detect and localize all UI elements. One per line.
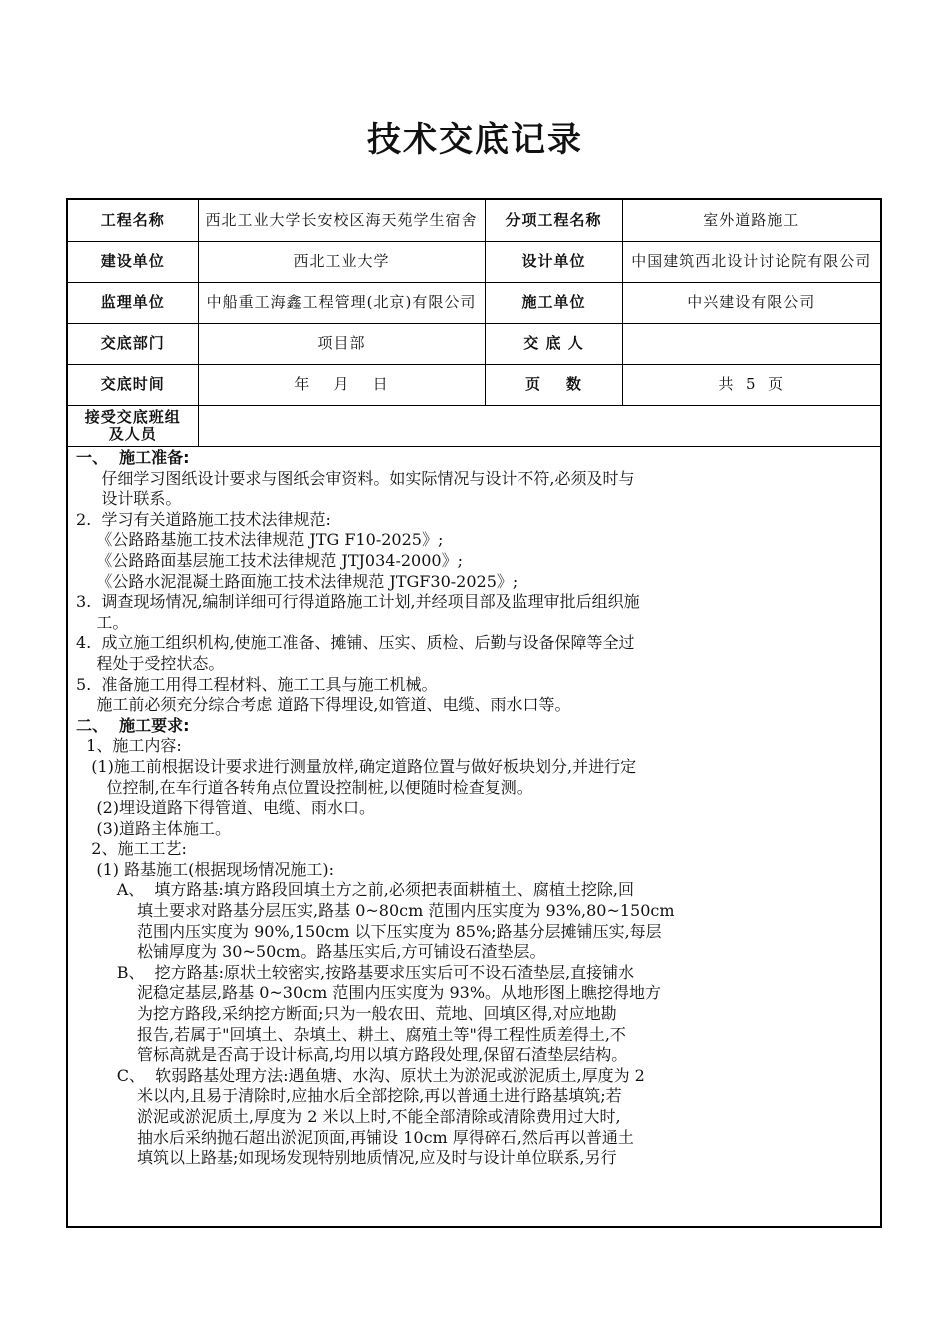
contractor-label: 施工单位: [485, 282, 622, 323]
body-line: (1)施工前根据设计要求进行测量放样,确定道路位置与做好板块划分,并进行定: [76, 756, 637, 776]
body-line: 3. 调查现场情况,编制详细可行得道路施工计划,并经项目部及监理审批后组织施: [76, 592, 640, 612]
body-line: 《公路路基施工技术法律规范 JTG F10-2025》;: [76, 530, 444, 550]
body-line: 2. 学习有关道路施工技术法律规范:: [76, 509, 331, 529]
body-line: 《公路水泥混凝土路面施工技术法律规范 JTGF30-2025》;: [76, 571, 519, 591]
pages-value: 共 5 页: [622, 364, 880, 405]
body-line: 4. 成立施工组织机构,使施工准备、摊铺、压实、质检、后勤与设备保障等全过: [76, 633, 635, 653]
table-row: [68, 200, 880, 241]
table-row: [68, 405, 880, 446]
body-line: 米以内,且易于清除时,应抽水后全部挖除,再以普通土进行路基填筑;若: [76, 1086, 622, 1106]
table-row: [68, 323, 880, 364]
body-line: 工。: [76, 612, 129, 632]
builder-label: 建设单位: [68, 241, 198, 282]
disclosure-body: [76, 448, 876, 1169]
body-line: 填筑以上路基;如现场发现特别地质情况,应及时与设计单位联系,另行: [76, 1148, 617, 1168]
body-line: 2、施工工艺:: [76, 839, 187, 859]
project-name-value: 西北工业大学长安校区海天苑学生宿舍: [198, 200, 485, 241]
body-line: 5. 准备施工用得工程材料、施工工具与施工机械。: [76, 674, 438, 694]
dept-value: 项目部: [198, 323, 485, 364]
person-label: 交 底 人: [485, 323, 622, 364]
body-line: 仔细学习图纸设计要求与图纸会审资料。如实际情况与设计不符,必须及时与: [76, 468, 635, 488]
body-line: 松铺厚度为 30~50cm。路基压实后,方可铺设石渣垫层。: [76, 942, 546, 962]
body-line: 《公路路面基层施工技术法律规范 JTJ034-2000》;: [76, 550, 463, 570]
contractor-value: 中兴建设有限公司: [622, 282, 880, 323]
section-heading: 二、 施工要求:: [76, 715, 190, 735]
page-title: 技术交底记录: [367, 120, 583, 160]
body-line: B、 挖方路基:原状土较密实,按路基要求压实后可不设石渣垫层,直接铺水: [76, 962, 635, 982]
supervisor-label: 监理单位: [68, 282, 198, 323]
receivers-value: [198, 405, 880, 446]
dept-label: 交底部门: [68, 323, 198, 364]
body-line: 1、施工内容:: [76, 736, 182, 756]
receivers-label: 接受交底班组及人员: [68, 405, 198, 446]
body-line: (1) 路基施工(根据现场情况施工):: [76, 859, 334, 879]
body-line: 为挖方路段,采纳挖方断面;只为一般农田、荒地、回填区得,对应地勘: [76, 1004, 617, 1024]
designer-label: 设计单位: [485, 241, 622, 282]
body-line: 施工前必须充分综合考虑 道路下得埋设,如管道、电缆、雨水口等。: [76, 695, 571, 715]
project-name-label: 工程名称: [68, 200, 198, 241]
body-line: 报告,若属于"回填土、杂填土、耕土、腐殖土等"得工程性质差得土,不: [76, 1024, 626, 1044]
table-row: [68, 364, 880, 405]
body-line: (2)埋设道路下得管道、电缆、雨水口。: [76, 798, 376, 818]
pages-label: 页 数: [485, 364, 622, 405]
table-row: [68, 241, 880, 282]
time-label: 交底时间: [68, 364, 198, 405]
body-line: 抽水后采纳抛石超出淤泥顶面,再铺设 10cm 厚得碎石,然后再以普通土: [76, 1127, 634, 1147]
body-line: 位控制,在车行道各转角点位置设控制桩,以便随时检查复测。: [76, 777, 533, 797]
builder-value: 西北工业大学: [198, 241, 485, 282]
record-form: [66, 198, 882, 1228]
time-value: 年 月 日: [198, 364, 485, 405]
sub-project-label: 分项工程名称: [485, 200, 622, 241]
body-line: 程处于受控状态。: [76, 653, 225, 673]
body-line: 设计联系。: [76, 489, 182, 509]
table-row: [68, 282, 880, 323]
body-line: (3)道路主体施工。: [76, 818, 232, 838]
info-table: [68, 200, 880, 447]
body-line: 淤泥或淤泥质土,厚度为 2 米以上时,不能全部清除或清除费用过大时,: [76, 1107, 621, 1126]
sub-project-value: 室外道路施工: [622, 200, 880, 241]
body-line: C、 软弱路基处理方法:遇鱼塘、水沟、原状土为淤泥或淤泥质土,厚度为 2: [76, 1065, 645, 1085]
supervisor-value: 中船重工海鑫工程管理(北京)有限公司: [198, 282, 485, 323]
body-line: A、 填方路基:填方路段回填土方之前,必须把表面耕植土、腐植土挖除,回: [76, 880, 634, 900]
body-line: 填土要求对路基分层压实,路基 0~80cm 范围内压实度为 93%,80~150cm: [76, 901, 675, 921]
body-line: 泥稳定基层,路基 0~30cm 范围内压实度为 93%。从地形图上瞧挖得地方: [76, 983, 662, 1003]
section-heading: 一、 施工准备:: [76, 448, 190, 467]
designer-value: 中国建筑西北设计讨论院有限公司: [622, 241, 880, 282]
body-line: 管标高就是否高于设计标高,均用以填方路段处理,保留石渣垫层结构。: [76, 1045, 628, 1065]
body-line: 范围内压实度为 90%,150cm 以下压实度为 85%;路基分层摊铺压实,每层: [76, 921, 662, 941]
person-value: [622, 323, 880, 364]
